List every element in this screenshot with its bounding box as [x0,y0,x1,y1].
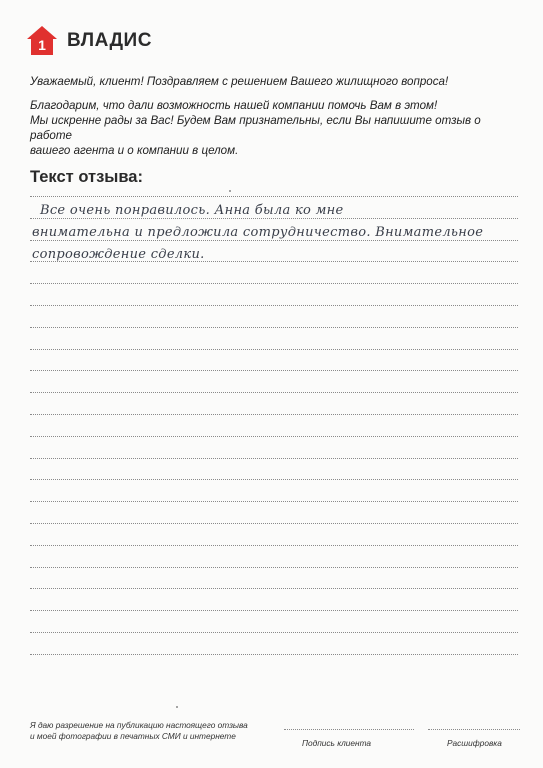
decoding-label: Расшифровка [447,738,502,748]
ruled-line [30,501,518,502]
ruled-line [30,392,518,393]
thanks-line: Благодарим, что дали возможность нашей компании помочь Вам в этом! [30,99,438,112]
ruled-line [30,654,518,655]
paper-speck [176,706,178,708]
request-line-cont: вашего агента и о компании в целом. [30,144,239,157]
paper-speck [229,190,231,192]
review-heading: Текст отзыва: [30,168,143,186]
consent-line-1: Я даю разрешение на публикацию настоящего отзыва [30,720,248,730]
logo-digit: 1 [38,37,46,53]
ruled-line [30,370,518,371]
ruled-line [30,567,518,568]
ruled-line [30,632,518,633]
intro-text [30,74,520,158]
greeting-line: Уважаемый, клиент! Поздравляем с решением Вашего жилищного вопроса! [30,75,449,88]
handwritten-line-2: внимательна и предложила сотрудничество. Внимательное [32,225,484,240]
ruled-line [30,545,518,546]
ruled-line [30,458,518,459]
signature-line [284,729,414,730]
ruled-line [30,196,518,197]
house-key-icon [25,24,59,58]
ruled-line [30,283,518,284]
request-line: Мы искренне рады за Вас! Будем Вам признательны, если Вы напишите отзыв о работе [30,114,481,142]
brand-name: ВЛАДИС [67,30,152,51]
ruled-line [30,588,518,589]
consent-text [30,720,270,742]
signature-label: Подпись клиента [302,738,372,748]
ruled-line [30,327,518,328]
company-logo [25,24,152,58]
handwritten-line-3: сопровождение сделки. [32,247,205,262]
ruled-line [30,305,518,306]
ruled-line [30,523,518,524]
ruled-line [30,414,518,415]
handwritten-line-1: Все очень понравилось. Анна была ко мне [40,203,344,218]
ruled-line [30,479,518,480]
ruled-line [30,436,518,437]
ruled-line [30,610,518,611]
ruled-line [30,349,518,350]
decoding-line [428,729,520,730]
consent-line-2: и моей фотографии в печатных СМИ и интернете [30,731,236,741]
